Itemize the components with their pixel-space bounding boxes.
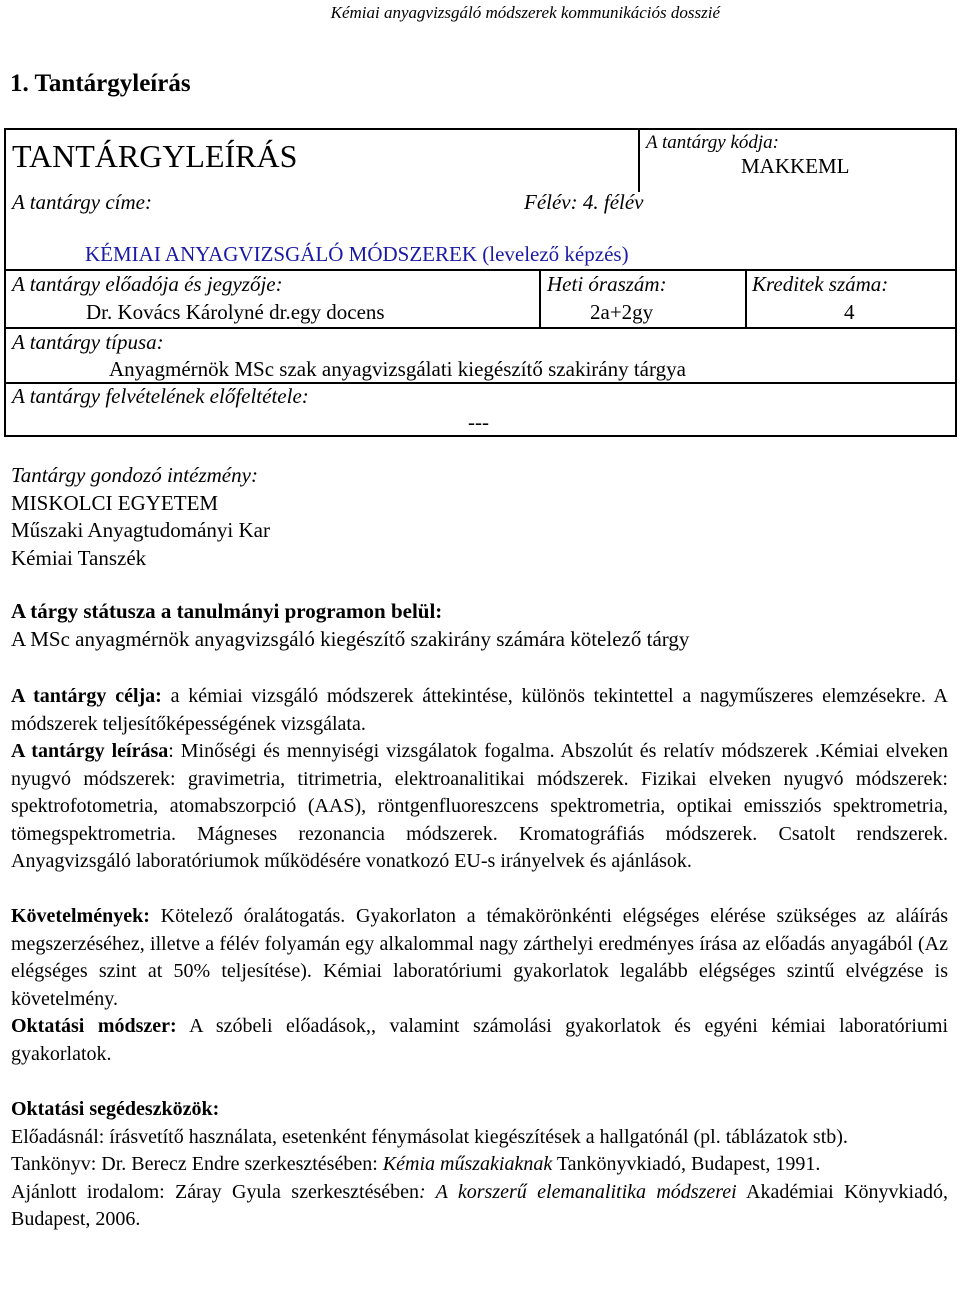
hours-right-divider <box>745 269 747 329</box>
lecturer-value: Dr. Kovács Károlyné dr.egy docens <box>86 300 385 324</box>
hours-value: 2a+2gy <box>590 300 654 324</box>
code-divider <box>638 130 640 192</box>
credits-label: Kreditek száma: <box>752 272 889 296</box>
semester: Félév: 4. félév <box>524 190 644 214</box>
prereq-value: --- <box>468 410 489 434</box>
description-label: A tantárgy leírása <box>11 740 169 762</box>
type-label: A tantárgy típusa: <box>12 330 164 354</box>
aids-recommended <box>11 1179 948 1234</box>
prereq-label: A tantárgy felvételének előfeltétele: <box>12 384 309 408</box>
code-label: A tantárgy kódja: <box>646 132 779 153</box>
form-heading: TANTÁRGYLEÍRÁS <box>12 138 298 174</box>
description-text: : Minőségi és mennyiségi vizsgálatok fogalma. Abszolút és relatív módszerek .Kémiai elveken nyugvó módszerek: gravimetria, titrimetria, elektroanalitikai módszerek. Fizikai elveken nyugvó módszerek: spektrofotometria, atomabszorpció (AAS), röntgenfluoreszcens spektrometria, optikai emissziós spektrometria, tömegspektrometria. Mágneses rezonancia módszerek. Kromatográfiás módszerek. Csatolt rendszerek. Anyagvizsgáló laboratóriumok működésére vonatkozó EU-s irányelvek és ajánlások. <box>11 740 949 872</box>
aids-lecture: Előadásnál: írásvetítő használata, esetenként fénymásolat kiegészítések a hallgatónál (pl. táblázatok stb). <box>11 1125 848 1148</box>
method-text: A szóbeli előadások,, valamint számolási gyakorlatok és egyéni kémiai laboratóriumi gyakorlatok. <box>11 1015 949 1065</box>
university: MISKOLCI EGYETEM <box>11 490 219 515</box>
aids-label: Oktatási segédeszközök: <box>11 1098 220 1120</box>
goal-block <box>11 683 948 738</box>
recommended-title: A korszerű elemanalitika módszerei <box>435 1180 737 1203</box>
row-divider-1 <box>6 269 955 271</box>
description-block <box>11 738 948 876</box>
department: Kémiai Tanszék <box>11 545 147 570</box>
status-block <box>11 598 948 653</box>
hours-left-divider <box>539 269 541 329</box>
institution-block <box>11 462 948 572</box>
requirements-label: Követelmények: <box>11 905 150 927</box>
textbook-prefix: Tankönyv: Dr. Berecz Endre szerkesztésében: <box>11 1153 383 1175</box>
goal-label: A tantárgy célja: <box>11 685 162 707</box>
recommended-colon: : <box>419 1180 436 1203</box>
lecturer-label: A tantárgy előadója és jegyzője: <box>12 272 283 296</box>
code-value: MAKKEML <box>741 154 850 178</box>
type-value: Anyagmérnök MSc szak anyagvizsgálati kiegészítő szakirány tárgya <box>109 357 686 381</box>
title-label: A tantárgy címe: <box>12 190 152 214</box>
requirements-block <box>11 903 948 1013</box>
status-value: A MSc anyagmérnök anyagvizsgáló kiegészítő szakirány számára kötelező tárgy <box>11 626 690 651</box>
section-title: 1. Tantárgyleírás <box>10 70 191 97</box>
textbook-suffix: Tankönyvkiadó, Budapest, 1991. <box>552 1153 821 1175</box>
course-form <box>4 128 957 437</box>
credits-value: 4 <box>844 300 855 324</box>
method-paragraph <box>11 1013 948 1068</box>
method-block <box>11 1013 948 1068</box>
hours-label: Heti óraszám: <box>547 272 667 296</box>
running-header: Kémiai anyagvizsgáló módszerek kommunikációs dosszié <box>330 3 720 22</box>
recommended-prefix: Ajánlott irodalom: Záray Gyula szerkesztésében <box>11 1180 419 1203</box>
row-divider-2 <box>6 327 955 329</box>
goal-text: a kémiai vizsgáló módszerek áttekintése, különös tekintettel a nagyműszeres elemzésekre. A módszerek teljesítőképességének vizsgálata. <box>11 685 948 735</box>
requirements-text: Kötelező óralátogatás. Gyakorlaton a témakörönkénti elégséges elérése szükséges az aláírás megszerzéséhez, illetve a félév folyamán egy alkalommal nagy zárthelyi eredményes írása az előadás anyagából (Az elégséges szint at 50% teljesítése). Kémiai laboratóriumi gyakorlatok legalább elégséges szintű elvégzése is követelmény. <box>11 905 948 1010</box>
aids-block <box>11 1096 948 1234</box>
aids-textbook <box>11 1151 948 1179</box>
course-title: KÉMIAI ANYAGVIZSGÁLÓ MÓDSZEREK (levelező képzés) <box>85 242 629 266</box>
textbook-title: Kémia műszakiaknak <box>382 1153 553 1175</box>
faculty: Műszaki Anyagtudományi Kar <box>11 518 270 542</box>
method-label: Oktatási módszer: <box>11 1015 177 1037</box>
requirements-paragraph <box>11 903 948 1013</box>
recommended-suffix: Akadémiai Könyvkiadó, Budapest, 2006. <box>11 1180 948 1230</box>
description-paragraph <box>11 738 948 876</box>
status-label: A tárgy státusza a tanulmányi programon belül: <box>11 599 443 623</box>
institution-label: Tantárgy gondozó intézmény: <box>11 463 258 487</box>
goal-paragraph <box>11 683 948 738</box>
